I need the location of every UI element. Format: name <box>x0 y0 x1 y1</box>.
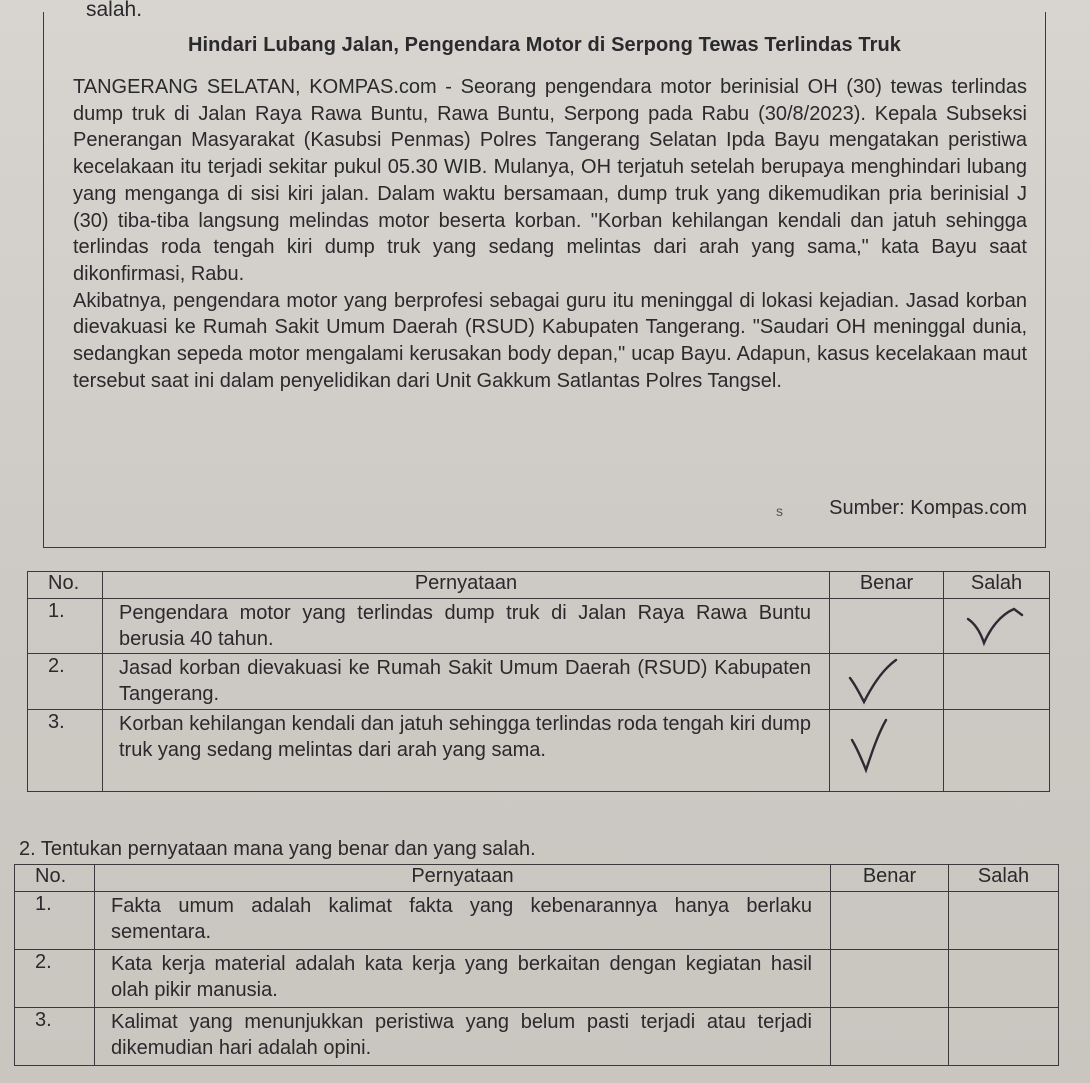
article-paragraph-2: Akibatnya, pengendara motor yang berprofesi sebagai guru itu meninggal di lokasi kejadian. Jasad korban dievakuasi ke Rumah Sakit Umum Daerah (RSUD) Kabupaten Tangerang. "Saudari OH meninggal dunia, sedangkan sepeda motor mengalami kerusakan body depan," ucap Bayu. Adapun, kasus kecelakaan maut tersebut saat ini dalam penyelidikan dari Unit Gakkum Satlantas Polres Tangsel. <box>73 289 1027 392</box>
article-body <box>73 74 1027 394</box>
false-cell[interactable] <box>949 892 1059 950</box>
checkmark-icon <box>964 603 1034 651</box>
table-row <box>28 654 1050 710</box>
row-statement: Kalimat yang menunjukkan peristiwa yang belum pasti terjadi atau terjadi dikemudian hari adalah opini. <box>95 1008 831 1066</box>
table-row <box>15 892 1059 950</box>
true-cell[interactable] <box>831 892 949 950</box>
row-number: 3. <box>15 1008 95 1066</box>
row-statement: Kata kerja material adalah kata kerja yang berkaitan dengan kegiatan hasil olah pikir manusia. <box>95 950 831 1008</box>
row-statement: Korban kehilangan kendali dan jatuh sehingga terlindas roda tengah kiri dump truk yang sedang melintas dari arah yang sama. <box>103 710 830 792</box>
table-1 <box>27 571 1050 792</box>
table-2 <box>14 864 1059 1066</box>
row-number: 2. <box>15 950 95 1008</box>
true-cell[interactable] <box>830 710 944 792</box>
header-true: Benar <box>830 572 944 599</box>
header-no: No. <box>28 572 103 599</box>
header-statement: Pernyataan <box>95 865 831 892</box>
checkmark-icon <box>844 656 914 706</box>
header-false: Salah <box>949 865 1059 892</box>
true-cell[interactable] <box>831 1008 949 1066</box>
true-cell[interactable] <box>831 950 949 1008</box>
top-fragment: salah. <box>86 0 143 21</box>
row-statement: Fakta umum adalah kalimat fakta yang kebenarannya hanya berlaku sementara. <box>95 892 831 950</box>
table-1-header <box>28 572 1050 599</box>
table-2-header <box>15 865 1059 892</box>
header-true: Benar <box>831 865 949 892</box>
row-number: 1. <box>28 599 103 654</box>
row-number: 3. <box>28 710 103 792</box>
article-paragraph-1: TANGERANG SELATAN, KOMPAS.com - Seorang pengendara motor berinisial OH (30) tewas terlindas dump truk di Jalan Raya Rawa Buntu, Rawa Buntu, Serpong pada Rabu (30/8/2023). Kepala Subseksi Penerangan Masyarakat (Kasubsi Penmas) Polres Tangerang Selatan Ipda Bayu mengatakan peristiwa kecelakaan itu terjadi sekitar pukul 05.30 WIB. Mulanya, OH terjatuh setelah berupaya menghindari lubang yang menganga di sisi kiri jalan. Dalam waktu bersamaan, dump truk yang dikemudikan pria berinisial J (30) tiba-tiba langsung melindas motor beserta korban. "Korban kehilangan kendali dan jatuh sehingga terlindas roda tengah kiri dump truk yang sedang melintas dari arah yang sama," kata Bayu saat dikonfirmasi, Rabu. <box>73 76 1027 285</box>
article-source: Sumber: Kompas.com <box>829 497 1027 519</box>
true-cell[interactable] <box>830 654 944 710</box>
header-statement: Pernyataan <box>103 572 830 599</box>
table-row <box>28 599 1050 654</box>
checkmark-icon <box>844 716 914 776</box>
row-statement: Pengendara motor yang terlindas dump truk di Jalan Raya Rawa Buntu berusia 40 tahun. <box>103 599 830 654</box>
false-cell[interactable] <box>944 654 1050 710</box>
false-cell[interactable] <box>949 950 1059 1008</box>
row-statement: Jasad korban dievakuasi ke Rumah Sakit Umum Daerah (RSUD) Kabupaten Tangerang. <box>103 654 830 710</box>
false-cell[interactable] <box>944 710 1050 792</box>
table-row <box>15 950 1059 1008</box>
header-no: No. <box>15 865 95 892</box>
false-cell[interactable] <box>944 599 1050 654</box>
row-number: 2. <box>28 654 103 710</box>
table-row <box>28 710 1050 792</box>
source-mark: s <box>776 503 783 519</box>
task-2-title: 2. Tentukan pernyataan mana yang benar dan yang salah. <box>19 838 536 860</box>
true-cell[interactable] <box>830 599 944 654</box>
row-number: 1. <box>15 892 95 950</box>
header-false: Salah <box>944 572 1050 599</box>
false-cell[interactable] <box>949 1008 1059 1066</box>
table-row <box>15 1008 1059 1066</box>
article-title: Hindari Lubang Jalan, Pengendara Motor di Serpong Tewas Terlindas Truk <box>187 34 902 56</box>
article-box <box>43 12 1046 548</box>
